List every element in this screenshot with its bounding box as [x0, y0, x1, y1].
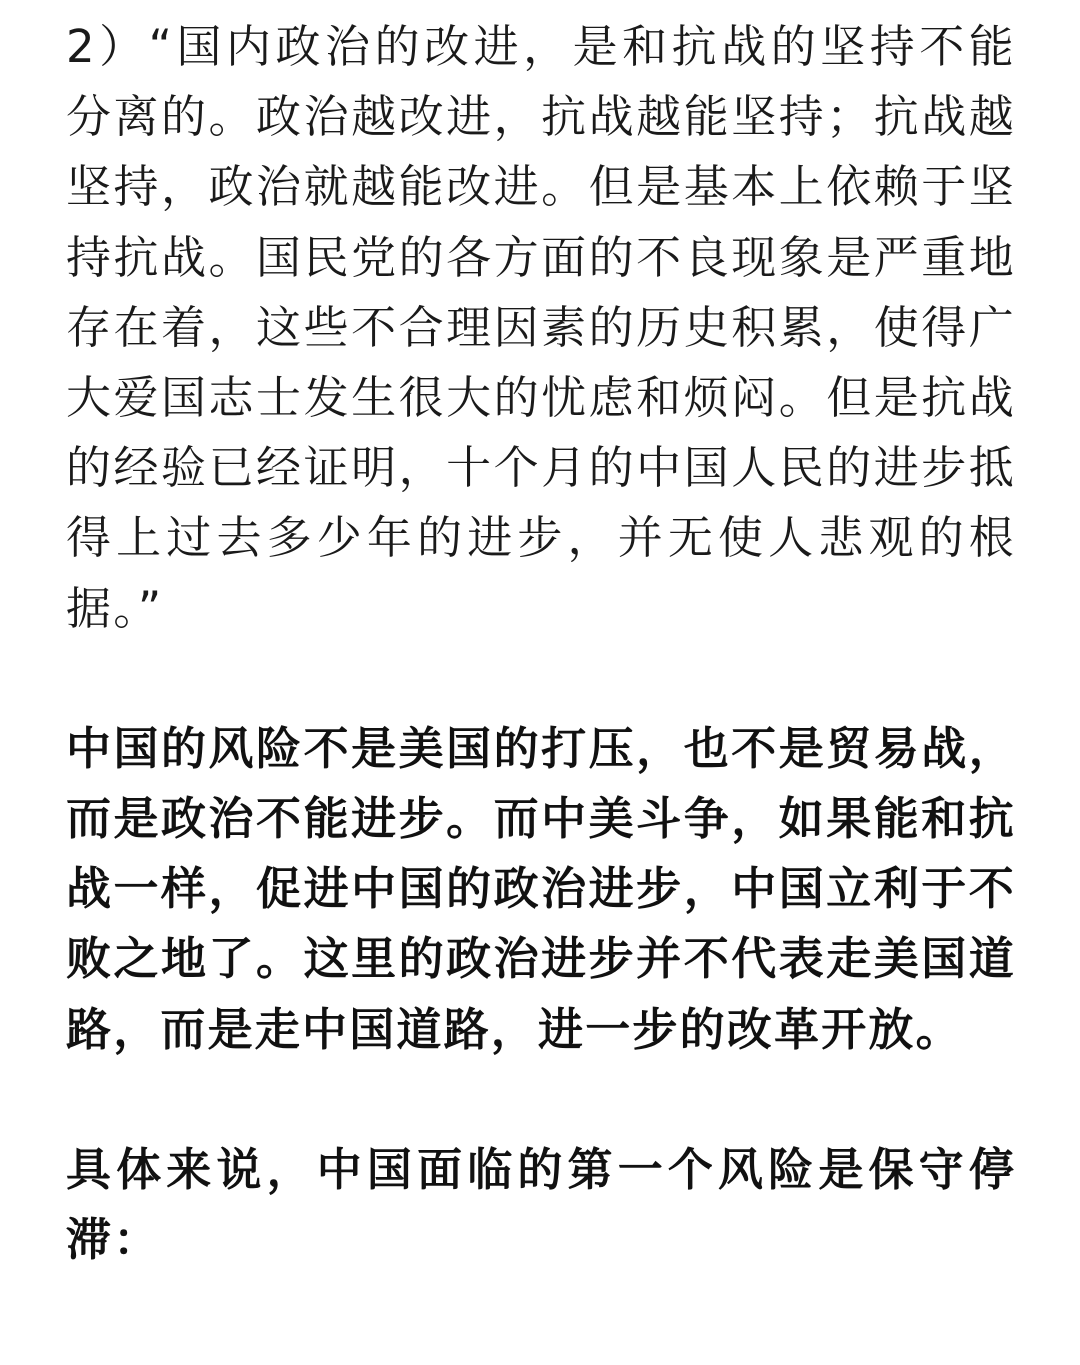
paragraph-spacer — [66, 1065, 1016, 1135]
article-body — [66, 12, 1016, 1275]
paragraph-spacer — [66, 644, 1016, 714]
quote-paragraph: 2）“国内政治的改进，是和抗战的坚持不能分离的。政治越改进，抗战越能坚持；抗战越坚持，政治就越能改进。但是基本上依赖于坚持抗战。国民党的各方面的不良现象是严重地存在着，这些不合理因素的历史积累，使得广大爱国志士发生很大的忧虑和烦闷。但是抗战的经验已经证明，十个月的中国人民的进步抵得上过去多少年的进步，并无使人悲观的根据。” — [66, 20, 1016, 635]
bold-paragraph-first-risk: 具体来说，中国面临的第一个风险是保守停滞： — [66, 1142, 1016, 1267]
bold-paragraph-risk: 中国的风险不是美国的打压，也不是贸易战，而是政治不能进步。而中美斗争，如果能和抗战一样，促进中国的政治进步，中国立利于不败之地了。这里的政治进步并不代表走美国道路，而是走中国道路，进一步的改革开放。 — [66, 721, 1016, 1056]
